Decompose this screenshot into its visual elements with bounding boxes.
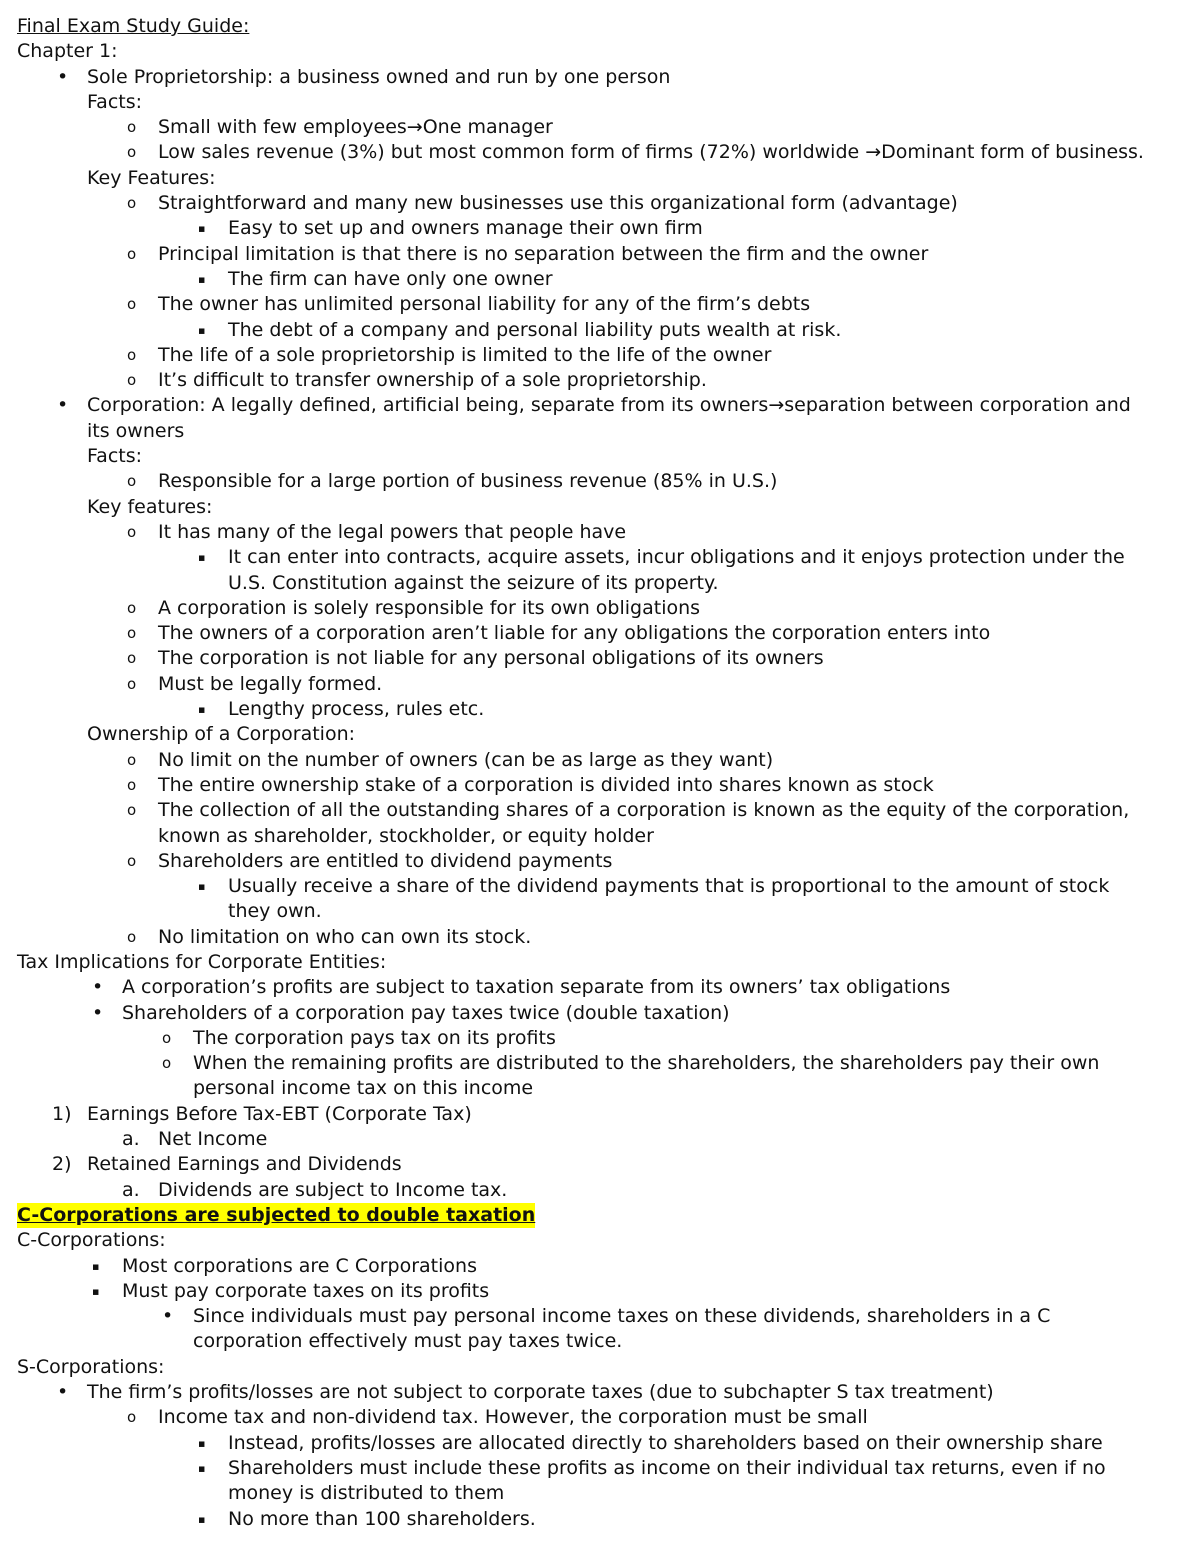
list-bullet: ▪ — [198, 1512, 206, 1526]
list-bullet: o — [127, 801, 137, 820]
list-bullet: o — [162, 1028, 172, 1047]
document-line — [0, 1001, 1200, 1026]
line-text: money is distributed to them — [228, 1482, 505, 1505]
line-text: Facts: — [87, 90, 143, 113]
document-line — [0, 1026, 1200, 1051]
list-bullet: ▪ — [198, 1461, 206, 1475]
document-line — [0, 672, 1200, 697]
document-line — [0, 899, 1200, 924]
list-bullet: ▪ — [198, 1436, 206, 1450]
document-line — [0, 242, 1200, 267]
document-line — [0, 520, 1200, 545]
document-line — [0, 267, 1200, 292]
line-text: The life of a sole proprietorship is limited to the life of the owner — [158, 343, 772, 366]
document-line — [0, 950, 1200, 975]
document-line — [0, 925, 1200, 950]
line-text: It’s difficult to transfer ownership of a sole proprietorship. — [158, 369, 707, 392]
document-line — [0, 393, 1200, 418]
line-text: Shareholders must include these profits as income on their individual tax returns, even if no — [228, 1456, 1106, 1479]
line-text: Small with few employees→One manager — [158, 116, 553, 139]
list-bullet: o — [127, 851, 137, 870]
list-bullet: o — [127, 345, 137, 364]
line-text: Easy to set up and owners manage their own firm — [228, 217, 703, 240]
document-line — [0, 14, 1200, 39]
document-line — [0, 975, 1200, 1000]
document-line — [0, 65, 1200, 90]
line-text: Earnings Before Tax-EBT (Corporate Tax) — [87, 1102, 472, 1125]
document-line — [0, 1203, 1200, 1228]
line-text: Straightforward and many new businesses use this organizational form (advantage) — [158, 192, 958, 215]
line-text: Net Income — [158, 1128, 268, 1151]
document-line — [0, 849, 1200, 874]
list-bullet: o — [127, 194, 137, 213]
list-bullet: o — [127, 244, 137, 263]
line-text: When the remaining profits are distributed to the shareholders, the shareholders pay their own — [193, 1052, 1100, 1075]
document-line — [0, 824, 1200, 849]
line-text: The owners of a corporation aren’t liable for any obligations the corporation enters into — [158, 622, 991, 645]
document-body — [0, 14, 1200, 1532]
document-line — [0, 1456, 1200, 1481]
list-bullet: o — [127, 649, 137, 668]
list-bullet: • — [92, 1001, 104, 1024]
list-bullet: o — [127, 522, 137, 541]
list-bullet: • — [57, 65, 69, 88]
list-bullet: • — [57, 1381, 69, 1404]
list-bullet: 2) — [52, 1153, 72, 1176]
document-line — [0, 1254, 1200, 1279]
list-bullet: ▪ — [92, 1259, 100, 1273]
line-text: Chapter 1: — [17, 40, 118, 63]
document-line — [0, 216, 1200, 241]
list-bullet: o — [127, 598, 137, 617]
document-line — [0, 596, 1200, 621]
line-text: Low sales revenue (3%) but most common form of firms (72%) worldwide →Dominant form of business. — [158, 141, 1144, 164]
list-bullet: o — [127, 775, 137, 794]
list-bullet: • — [57, 394, 69, 417]
list-bullet: o — [127, 750, 137, 769]
line-text: S-Corporations: — [17, 1355, 165, 1378]
document-line — [0, 1481, 1200, 1506]
line-text: No limit on the number of owners (can be as large as they want) — [158, 748, 774, 771]
document-line — [0, 646, 1200, 671]
line-text: Most corporations are C Corporations — [122, 1254, 477, 1277]
document-line — [0, 318, 1200, 343]
document-line — [0, 1304, 1200, 1329]
line-text: C-Corporations: — [17, 1229, 166, 1252]
document-line — [0, 571, 1200, 596]
document-line — [0, 39, 1200, 64]
line-text: A corporation is solely responsible for its own obligations — [158, 596, 701, 619]
line-text: Principal limitation is that there is no separation between the firm and the owner — [158, 242, 929, 265]
document-line — [0, 697, 1200, 722]
line-text: Income tax and non-dividend tax. However, the corporation must be small — [158, 1406, 868, 1429]
line-text: The debt of a company and personal liability puts wealth at risk. — [228, 318, 842, 341]
document-line — [0, 419, 1200, 444]
list-bullet: o — [127, 927, 137, 946]
line-text: Retained Earnings and Dividends — [87, 1153, 402, 1176]
list-bullet: o — [127, 371, 137, 390]
document-line — [0, 495, 1200, 520]
list-bullet: o — [127, 143, 137, 162]
document-line — [0, 621, 1200, 646]
list-bullet: 1) — [52, 1102, 72, 1125]
line-text: The collection of all the outstanding shares of a corporation is known as the equity of the corporation, — [158, 799, 1130, 822]
document-line — [0, 1152, 1200, 1177]
list-bullet: ▪ — [198, 551, 206, 565]
line-text: Facts: — [87, 445, 143, 468]
line-text: Key features: — [87, 495, 213, 518]
document-title: Final Exam Study Guide: — [17, 15, 250, 37]
list-bullet: • — [92, 976, 104, 999]
line-text: The firm’s profits/losses are not subject to corporate taxes (due to subchapter S tax treatment) — [87, 1381, 994, 1404]
line-text: The owner has unlimited personal liability for any of the firm’s debts — [158, 293, 811, 316]
document-line — [0, 798, 1200, 823]
document-line — [0, 140, 1200, 165]
document-line — [0, 748, 1200, 773]
list-bullet: o — [127, 674, 137, 693]
line-text: No limitation on who can own its stock. — [158, 925, 532, 948]
document-line — [0, 1380, 1200, 1405]
line-text: Shareholders are entitled to dividend payments — [158, 849, 613, 872]
line-text: Shareholders of a corporation pay taxes twice (double taxation) — [122, 1001, 730, 1024]
list-bullet: ▪ — [198, 323, 206, 337]
list-bullet: a. — [122, 1178, 140, 1201]
document-line — [0, 343, 1200, 368]
list-bullet: ▪ — [198, 272, 206, 286]
document-line — [0, 292, 1200, 317]
document-line — [0, 115, 1200, 140]
list-bullet: o — [162, 1054, 172, 1073]
line-text: The firm can have only one owner — [228, 267, 553, 290]
line-text: its owners — [87, 419, 185, 442]
list-bullet: a. — [122, 1128, 140, 1151]
line-text: known as shareholder, stockholder, or equity holder — [158, 824, 654, 847]
list-bullet: o — [127, 295, 137, 314]
line-text: Sole Proprietorship: a business owned and run by one person — [87, 65, 671, 88]
line-text: Must be legally formed. — [158, 672, 383, 695]
document-line — [0, 90, 1200, 115]
list-bullet: ▪ — [198, 222, 206, 236]
document-line — [0, 191, 1200, 216]
document-line — [0, 722, 1200, 747]
line-text: Lengthy process, rules etc. — [228, 698, 485, 721]
document-line — [0, 1355, 1200, 1380]
document-line — [0, 1102, 1200, 1127]
list-bullet: ▪ — [198, 703, 206, 717]
line-text: personal income tax on this income — [193, 1077, 534, 1100]
line-text: Instead, profits/losses are allocated directly to shareholders based on their ownership share — [228, 1431, 1103, 1454]
line-text: Dividends are subject to Income tax. — [158, 1178, 508, 1201]
line-text: The corporation pays tax on its profits — [193, 1026, 556, 1049]
document-line — [0, 469, 1200, 494]
document-line — [0, 1507, 1200, 1532]
line-text: corporation effectively must pay taxes twice. — [193, 1330, 623, 1353]
line-text: Usually receive a share of the dividend payments that is proportional to the amount of stock — [228, 875, 1110, 898]
document-line — [0, 1279, 1200, 1304]
line-text: It can enter into contracts, acquire assets, incur obligations and it enjoys protection under the — [228, 546, 1125, 569]
document-line — [0, 1431, 1200, 1456]
list-bullet: o — [127, 1408, 137, 1427]
line-text: The corporation is not liable for any personal obligations of its owners — [158, 647, 824, 670]
document-line — [0, 1127, 1200, 1152]
document-line — [0, 1329, 1200, 1354]
document-line — [0, 1051, 1200, 1076]
line-text: Key Features: — [87, 166, 216, 189]
line-text: Ownership of a Corporation: — [87, 723, 356, 746]
list-bullet: ▪ — [198, 880, 206, 894]
document-line — [0, 1228, 1200, 1253]
list-bullet: o — [127, 624, 137, 643]
line-text: Corporation: A legally defined, artificial being, separate from its owners→separation between corporation and — [87, 394, 1131, 417]
list-bullet: • — [162, 1305, 174, 1328]
document-line — [0, 368, 1200, 393]
line-text: A corporation’s profits are subject to taxation separate from its owners’ tax obligations — [122, 976, 951, 999]
list-bullet: o — [127, 472, 137, 491]
document-line — [0, 444, 1200, 469]
line-text: Must pay corporate taxes on its profits — [122, 1279, 490, 1302]
line-text: Since individuals must pay personal income taxes on these dividends, shareholders in a C — [193, 1305, 1051, 1328]
highlighted-heading: C-Corporations are subjected to double taxation — [17, 1203, 535, 1228]
line-text: It has many of the legal powers that people have — [158, 520, 627, 543]
document-line — [0, 874, 1200, 899]
line-text: The entire ownership stake of a corporation is divided into shares known as stock — [158, 773, 934, 796]
document-line — [0, 1076, 1200, 1101]
line-text: they own. — [228, 900, 322, 923]
document-line — [0, 1178, 1200, 1203]
document-line — [0, 773, 1200, 798]
line-text: Responsible for a large portion of business revenue (85% in U.S.) — [158, 470, 778, 493]
list-bullet: ▪ — [92, 1284, 100, 1298]
line-text: Tax Implications for Corporate Entities: — [17, 950, 387, 973]
line-text: U.S. Constitution against the seizure of its property. — [228, 571, 719, 594]
document-line — [0, 1405, 1200, 1430]
list-bullet: o — [127, 118, 137, 137]
line-text: No more than 100 shareholders. — [228, 1507, 536, 1530]
document-line — [0, 166, 1200, 191]
document-line — [0, 545, 1200, 570]
